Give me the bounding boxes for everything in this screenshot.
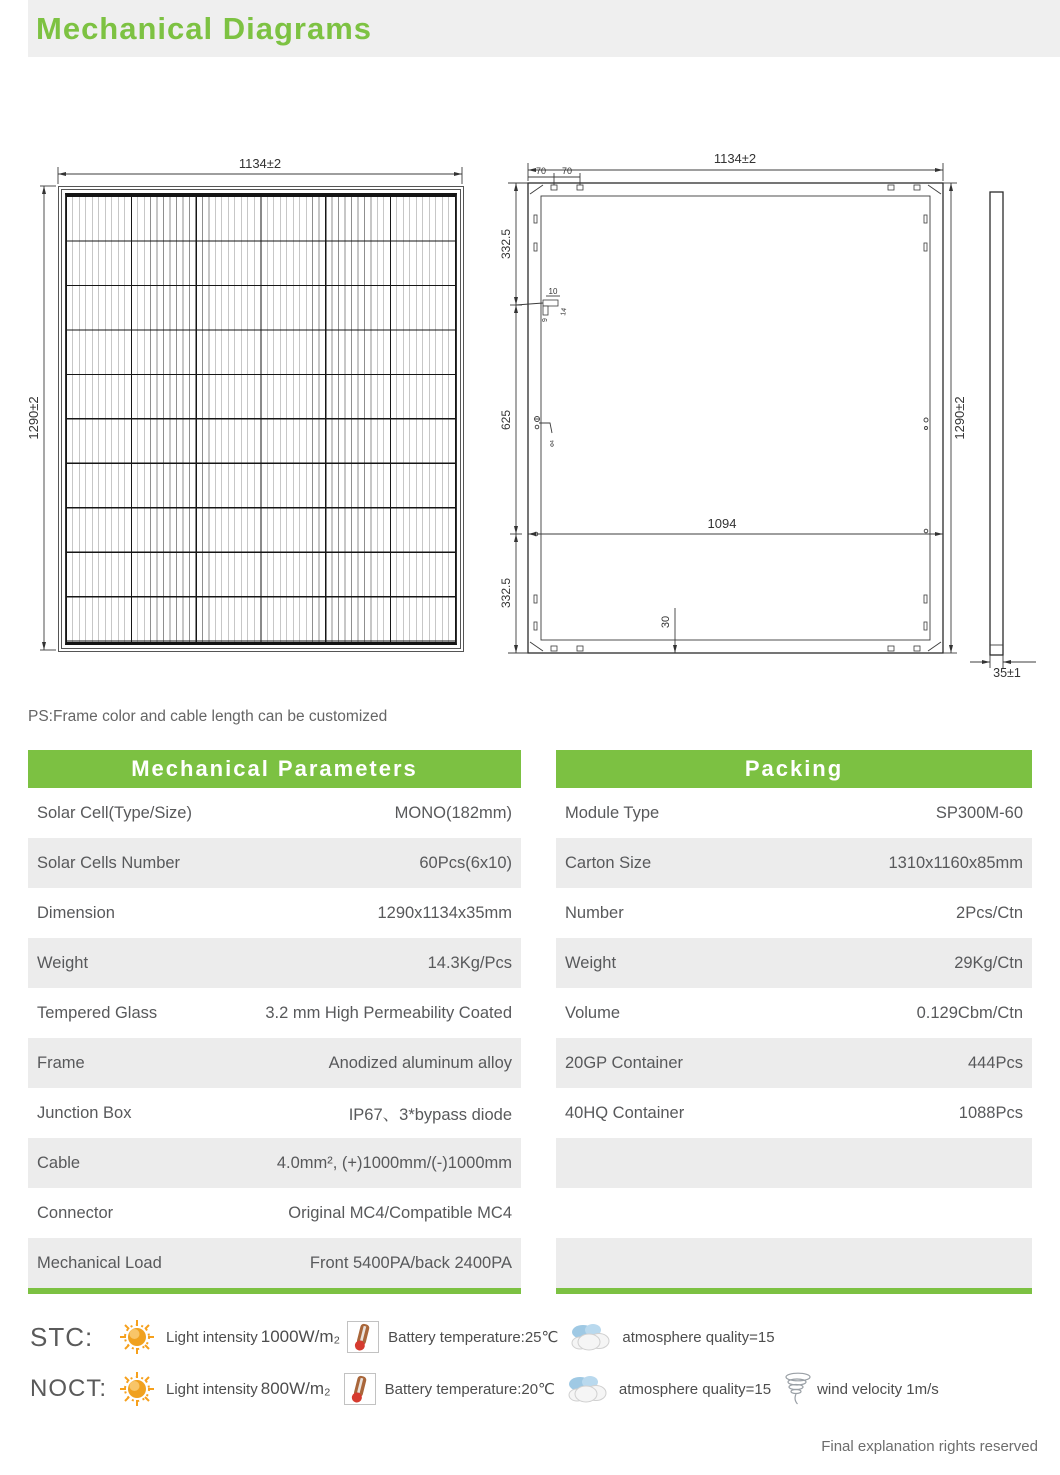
side-view-diagram bbox=[970, 192, 1036, 680]
tornado-icon bbox=[783, 1372, 813, 1406]
row-label: 40HQ Container bbox=[565, 1103, 685, 1122]
sun-icon bbox=[118, 1370, 156, 1408]
row-label: Weight bbox=[565, 953, 617, 972]
table-row bbox=[28, 838, 521, 888]
row-label: Solar Cells Number bbox=[37, 853, 181, 872]
row-label: Dimension bbox=[37, 903, 115, 922]
back-width-label: 1134±2 bbox=[713, 151, 757, 166]
light-intensity-value: 800W/m₂ bbox=[260, 1379, 331, 1398]
row-value: 1290x1134x35mm bbox=[377, 903, 512, 922]
table-row bbox=[556, 1238, 1032, 1288]
table-row bbox=[556, 788, 1032, 838]
row-value: 60Pcs(6x10) bbox=[419, 853, 512, 872]
table-row bbox=[28, 788, 521, 838]
table-row bbox=[556, 988, 1032, 1038]
back-height-label: 1290±2 bbox=[952, 396, 967, 440]
row-value: MONO(182mm) bbox=[394, 803, 512, 822]
stc-label: STC: bbox=[30, 1321, 94, 1352]
middle-section-label: 625 bbox=[499, 409, 513, 431]
battery-temperature-label: Battery temperature:20℃ bbox=[384, 1381, 555, 1398]
mechanical-table-header: Mechanical Parameters bbox=[28, 750, 521, 788]
atmosphere-quality-label: atmosphere quality=15 bbox=[618, 1380, 772, 1398]
slot-length-label: 14 bbox=[560, 307, 569, 317]
noct-conditions-row bbox=[30, 1368, 939, 1410]
table-row bbox=[28, 1038, 521, 1088]
packing-table bbox=[556, 750, 1032, 1294]
noct-label: NOCT: bbox=[30, 1375, 107, 1402]
mechanical-table bbox=[28, 750, 521, 1294]
row-value: SP300M-60 bbox=[935, 803, 1023, 822]
row-value: Original MC4/Compatible MC4 bbox=[288, 1203, 512, 1222]
light-intensity-label: Light intensity bbox=[166, 1380, 258, 1398]
sun-icon bbox=[118, 1318, 156, 1356]
packing-table-header: Packing bbox=[556, 750, 1032, 788]
row-value: 0.129Cbm/Ctn bbox=[916, 1003, 1023, 1022]
stc-conditions-row bbox=[30, 1316, 775, 1358]
row-label: Tempered Glass bbox=[37, 1003, 158, 1022]
row-value: 444Pcs bbox=[967, 1053, 1023, 1072]
table-row bbox=[28, 1238, 521, 1288]
grounding-note: Φ4 bbox=[550, 440, 556, 447]
row-label: Volume bbox=[565, 1003, 621, 1022]
row-label: Number bbox=[565, 903, 624, 922]
row-value: 3.2 mm High Permeability Coated bbox=[265, 1003, 512, 1022]
table-row bbox=[28, 988, 521, 1038]
footer-note: Final explanation rights reserved bbox=[821, 1438, 1038, 1455]
cloud-icon bbox=[568, 1321, 614, 1353]
mount-span-label: 1094 bbox=[707, 516, 737, 531]
row-value: IP67、3*bypass diode bbox=[348, 1106, 512, 1124]
row-value: Front 5400PA/back 2400PA bbox=[309, 1253, 512, 1272]
slot-detail-callout bbox=[516, 287, 568, 322]
row-value: 4.0mm², (+)1000mm/(-)1000mm bbox=[276, 1153, 512, 1172]
table-row bbox=[556, 1188, 1032, 1238]
row-label: Cable bbox=[37, 1153, 81, 1172]
table-bottom-accent bbox=[556, 1288, 1032, 1294]
table-row bbox=[28, 888, 521, 938]
row-value: 1310x1160x85mm bbox=[888, 853, 1023, 872]
row-value: 2Pcs/Ctn bbox=[956, 903, 1023, 922]
row-label: Solar Cell(Type/Size) bbox=[37, 803, 192, 822]
row-label: Module Type bbox=[565, 803, 660, 822]
hole-offset-label-2: 70 bbox=[561, 166, 573, 176]
table-row bbox=[556, 838, 1032, 888]
row-value: 1088Pcs bbox=[958, 1103, 1023, 1122]
hole-offset-label-1: 70 bbox=[535, 166, 547, 176]
wind-velocity-label: wind velocity 1m/s bbox=[817, 1380, 939, 1398]
row-label: Connector bbox=[37, 1203, 114, 1222]
slot-depth-label: 9 bbox=[542, 318, 549, 322]
cloud-icon bbox=[565, 1373, 611, 1405]
row-value: 29Kg/Ctn bbox=[954, 953, 1023, 972]
table-row bbox=[28, 938, 521, 988]
thermometer-icon bbox=[346, 1320, 380, 1354]
row-label: Carton Size bbox=[565, 853, 652, 872]
front-view-dimensions bbox=[26, 156, 462, 650]
thermometer-icon bbox=[343, 1372, 377, 1406]
side-thickness-label: 35±1 bbox=[993, 666, 1021, 680]
light-intensity-value: 1000W/m₂ bbox=[260, 1327, 341, 1346]
row-label: Weight bbox=[37, 953, 89, 972]
battery-temperature-label: Battery temperature:25℃ bbox=[388, 1329, 559, 1346]
slot-width-label: 10 bbox=[548, 287, 558, 296]
table-row bbox=[556, 1138, 1032, 1188]
light-intensity-label: Light intensity bbox=[166, 1328, 258, 1346]
row-label: 20GP Container bbox=[565, 1053, 684, 1072]
table-row bbox=[556, 1088, 1032, 1138]
row-label: Mechanical Load bbox=[37, 1253, 162, 1272]
top-section-label: 332.5 bbox=[499, 228, 513, 260]
row-value: Anodized aluminum alloy bbox=[328, 1053, 512, 1072]
front-width-label: 1134±2 bbox=[238, 156, 282, 171]
bottom-rail-label: 30 bbox=[660, 615, 672, 629]
back-view-diagram bbox=[499, 151, 967, 653]
table-row bbox=[28, 1188, 521, 1238]
page-title: Mechanical Diagrams bbox=[36, 11, 373, 46]
table-row bbox=[556, 938, 1032, 988]
ps-note: PS:Frame color and cable length can be customized bbox=[28, 708, 388, 725]
front-height-label: 1290±2 bbox=[26, 396, 41, 440]
table-row bbox=[556, 888, 1032, 938]
table-bottom-accent bbox=[28, 1288, 521, 1294]
table-row bbox=[28, 1138, 521, 1188]
table-row bbox=[28, 1088, 521, 1138]
row-label: Frame bbox=[37, 1053, 85, 1072]
bottom-section-label: 332.5 bbox=[499, 577, 513, 609]
row-label: Junction Box bbox=[37, 1103, 132, 1122]
table-row bbox=[556, 1038, 1032, 1088]
atmosphere-quality-label: atmosphere quality=15 bbox=[622, 1328, 775, 1346]
row-value: 14.3Kg/Pcs bbox=[427, 953, 512, 972]
